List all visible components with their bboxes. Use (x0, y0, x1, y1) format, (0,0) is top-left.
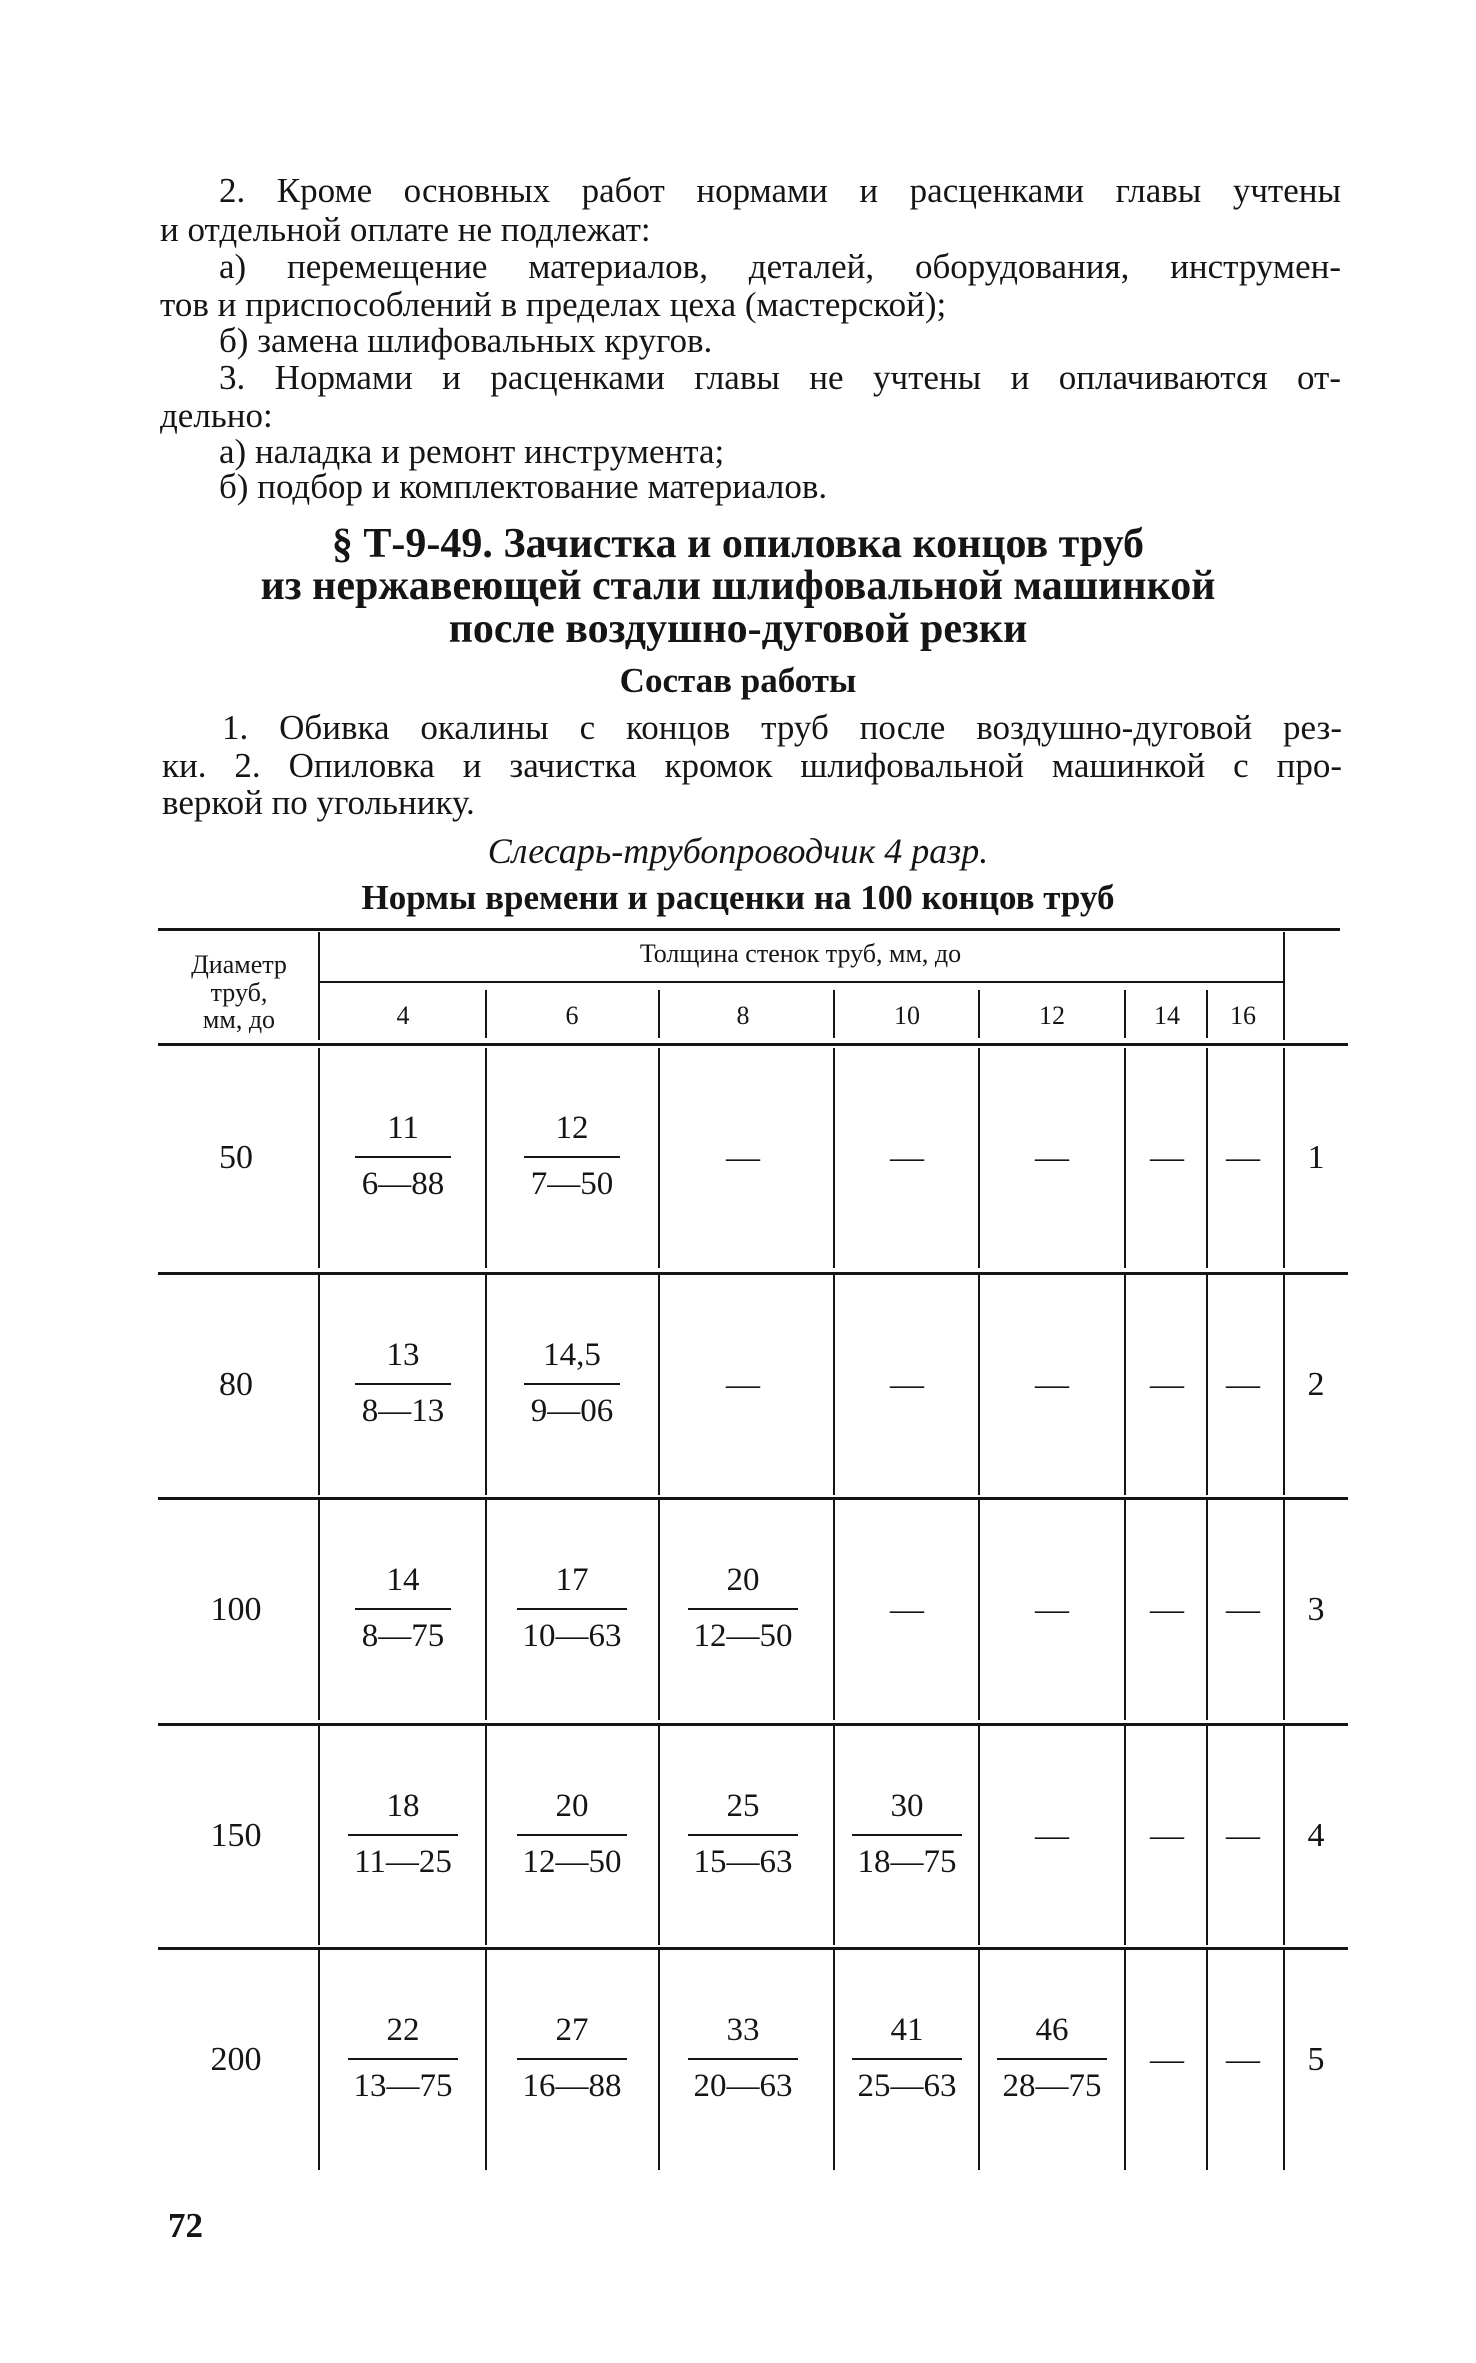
row-column-border (833, 1048, 835, 1268)
fraction-bar (355, 1156, 451, 1158)
fraction-bar (517, 1608, 627, 1610)
time-norm-value: 11 (387, 1110, 419, 1146)
row-column-border (658, 1275, 660, 1495)
work-composition-line-3: веркой по угольнику. (162, 783, 475, 822)
empty-cell-dash: — (890, 1139, 924, 1176)
time-norm-value: 14,5 (543, 1337, 601, 1373)
section-title-line-3: после воздушно-дуговой резки (448, 606, 1028, 652)
row-separator-rule (158, 1272, 1348, 1275)
fraction-bar (348, 1834, 458, 1836)
diameter-value: 150 (210, 1817, 262, 1854)
rate-value: 10—63 (522, 1618, 622, 1654)
rate-value: 6—88 (361, 1166, 445, 1202)
row-column-border (318, 1950, 320, 2170)
row-column-border (833, 1500, 835, 1720)
rate-value: 18—75 (857, 1844, 957, 1880)
fraction-bar (997, 2058, 1107, 2060)
empty-cell-dash: — (890, 1366, 924, 1403)
rate-value: 20—63 (693, 2068, 793, 2104)
empty-cell-dash: — (1226, 1591, 1260, 1628)
fraction-bar (852, 1834, 962, 1836)
fraction-bar (688, 1834, 798, 1836)
diameter-header-line-3: мм, до (202, 1005, 276, 1034)
row-column-border (318, 1275, 320, 1495)
row-column-border (485, 1275, 487, 1495)
row-column-border (658, 1500, 660, 1720)
paragraph-2-item-b: б) замена шлифовальных кругов. (219, 321, 713, 360)
fraction-bar (517, 1834, 627, 1836)
thickness-header-divider (978, 990, 980, 1038)
empty-cell-dash: — (1150, 1591, 1184, 1628)
table-title: Нормы времени и расценки на 100 концов труб (361, 878, 1115, 917)
time-norm-value: 12 (555, 1110, 589, 1146)
rate-value: 15—63 (693, 1844, 793, 1880)
fraction-bar (524, 1156, 620, 1158)
row-number: 1 (1307, 1139, 1325, 1176)
row-number: 2 (1307, 1366, 1325, 1403)
time-norm-value: 18 (386, 1788, 420, 1824)
time-norm-value: 13 (386, 1337, 420, 1373)
time-norm-value: 22 (386, 2012, 420, 2048)
empty-cell-dash: — (726, 1139, 760, 1176)
empty-cell-dash: — (890, 1591, 924, 1628)
time-norm-value: 14 (386, 1562, 420, 1598)
empty-cell-dash: — (1035, 1139, 1069, 1176)
rate-value: 28—75 (1002, 2068, 1102, 2104)
row-column-border (318, 1048, 320, 1268)
rate-value: 11—25 (354, 1844, 452, 1880)
paragraph-2-item-a-line-2: тов и приспособлений в пределах цеха (мастерской); (160, 285, 947, 324)
empty-cell-dash: — (1226, 1366, 1260, 1403)
thickness-header: Толщина стенок труб, мм, до (639, 939, 962, 968)
time-norm-value: 46 (1035, 2012, 1069, 2048)
rate-value: 9—06 (530, 1393, 614, 1429)
row-column-border (833, 1726, 835, 1945)
row-separator-rule (158, 1723, 1348, 1726)
paragraph-3-item-a: а) наладка и ремонт инструмента; (219, 432, 725, 471)
fraction-bar (355, 1608, 451, 1610)
work-composition-line-1: 1. Обивка окалины с концов труб после воздушно-дуговой рез- (222, 708, 1342, 747)
fraction-bar (348, 2058, 458, 2060)
work-composition-line-2: ки. 2. Опиловка и зачистка кромок шлифовальной машинкой с про- (162, 746, 1342, 785)
header-right-border (1283, 932, 1285, 1040)
rate-value: 8—13 (361, 1393, 445, 1429)
thickness-label: 4 (396, 1001, 410, 1030)
row-column-border (318, 1500, 320, 1720)
thickness-header-rule (318, 981, 1283, 983)
section-title-line-2: из нержавеющей стали шлифовальной машинкой (260, 563, 1216, 609)
row-column-border (1283, 1950, 1285, 2170)
row-column-border (1124, 1500, 1126, 1720)
thickness-header-divider (833, 990, 835, 1038)
empty-cell-dash: — (1035, 1366, 1069, 1403)
empty-cell-dash: — (1226, 2041, 1260, 2078)
page-number: 72 (168, 2206, 203, 2245)
row-column-border (1124, 1048, 1126, 1268)
empty-cell-dash: — (1226, 1817, 1260, 1854)
row-column-border (1283, 1048, 1285, 1268)
rate-value: 12—50 (693, 1618, 793, 1654)
row-separator-rule (158, 1497, 1348, 1500)
row-column-border (1283, 1500, 1285, 1720)
fraction-bar (688, 2058, 798, 2060)
row-number: 4 (1307, 1817, 1325, 1854)
empty-cell-dash: — (1035, 1591, 1069, 1628)
row-column-border (658, 1048, 660, 1268)
fraction-bar (517, 2058, 627, 2060)
worker-grade: Слесарь-трубопроводчик 4 разр. (487, 831, 989, 871)
row-column-border (978, 1048, 980, 1268)
row-column-border (658, 1726, 660, 1945)
thickness-label: 8 (736, 1001, 750, 1030)
row-number: 5 (1307, 2041, 1325, 2078)
diameter-value: 100 (210, 1591, 262, 1628)
empty-cell-dash: — (1150, 1817, 1184, 1854)
rate-value: 25—63 (857, 2068, 957, 2104)
empty-cell-dash: — (726, 1366, 760, 1403)
fraction-bar (355, 1383, 451, 1385)
row-separator-rule (158, 1947, 1348, 1950)
time-norm-value: 33 (726, 2012, 760, 2048)
thickness-label: 14 (1154, 1001, 1180, 1030)
empty-cell-dash: — (1150, 2041, 1184, 2078)
row-column-border (318, 1726, 320, 1945)
thickness-header-divider (485, 990, 487, 1038)
empty-cell-dash: — (1150, 1366, 1184, 1403)
row-column-border (485, 1500, 487, 1720)
time-norm-value: 17 (555, 1562, 589, 1598)
rate-value: 8—75 (361, 1618, 445, 1654)
row-column-border (833, 1275, 835, 1495)
row-column-border (485, 1950, 487, 2170)
row-column-border (485, 1048, 487, 1268)
time-norm-value: 25 (726, 1788, 760, 1824)
diameter-value: 50 (219, 1139, 253, 1176)
fraction-bar (524, 1383, 620, 1385)
rate-value: 12—50 (522, 1844, 622, 1880)
row-column-border (978, 1275, 980, 1495)
fraction-bar (688, 1608, 798, 1610)
row-column-border (1283, 1275, 1285, 1495)
header-left-border (318, 932, 320, 1040)
work-composition-heading: Состав работы (619, 661, 857, 700)
row-column-border (485, 1726, 487, 1945)
diameter-value: 200 (210, 2041, 262, 2078)
rate-value: 16—88 (522, 2068, 622, 2104)
row-column-border (658, 1950, 660, 2170)
row-column-border (1124, 1950, 1126, 2170)
thickness-label: 10 (894, 1001, 920, 1030)
row-column-border (1124, 1275, 1126, 1495)
empty-cell-dash: — (1035, 1817, 1069, 1854)
thickness-header-divider (1124, 990, 1126, 1038)
table-header-rule (158, 1043, 1348, 1046)
row-column-border (1283, 1726, 1285, 1945)
diameter-header-line-2: труб, (210, 978, 268, 1007)
time-norm-value: 20 (555, 1788, 589, 1824)
section-title-line-1: § Т-9-49. Зачистка и опиловка концов труб (331, 521, 1145, 567)
row-column-border (833, 1950, 835, 2170)
paragraph-3-item-b: б) подбор и комплектование материалов. (219, 467, 828, 506)
thickness-header-divider (658, 990, 660, 1038)
fraction-bar (852, 2058, 962, 2060)
time-norm-value: 30 (890, 1788, 924, 1824)
paragraph-2-line-1: 2. Кроме основных работ нормами и расценками главы учтены (219, 171, 1341, 210)
diameter-value: 80 (219, 1366, 253, 1403)
paragraph-2-line-2: и отдельной оплате не подлежат: (160, 210, 651, 249)
thickness-label: 6 (565, 1001, 579, 1030)
paragraph-3-line-1: 3. Нормами и расценками главы не учтены и оплачиваются от- (219, 358, 1341, 397)
paragraph-3-line-2: дельно: (160, 396, 273, 435)
row-number: 3 (1307, 1591, 1325, 1628)
time-norm-value: 27 (555, 2012, 589, 2048)
time-norm-value: 20 (726, 1562, 760, 1598)
diameter-header-line-1: Диаметр (191, 950, 287, 979)
thickness-label: 16 (1230, 1001, 1256, 1030)
empty-cell-dash: — (1226, 1139, 1260, 1176)
paragraph-2-item-a-line-1: а) перемещение материалов, деталей, оборудования, инструмен- (219, 247, 1341, 286)
row-column-border (978, 1500, 980, 1720)
rate-value: 13—75 (353, 2068, 453, 2104)
time-norm-value: 41 (890, 2012, 924, 2048)
thickness-label: 12 (1039, 1001, 1065, 1030)
rate-value: 7—50 (530, 1166, 614, 1202)
table-top-rule (158, 928, 1340, 931)
row-column-border (978, 1726, 980, 1945)
empty-cell-dash: — (1150, 1139, 1184, 1176)
row-column-border (1124, 1726, 1126, 1945)
row-column-border (978, 1950, 980, 2170)
